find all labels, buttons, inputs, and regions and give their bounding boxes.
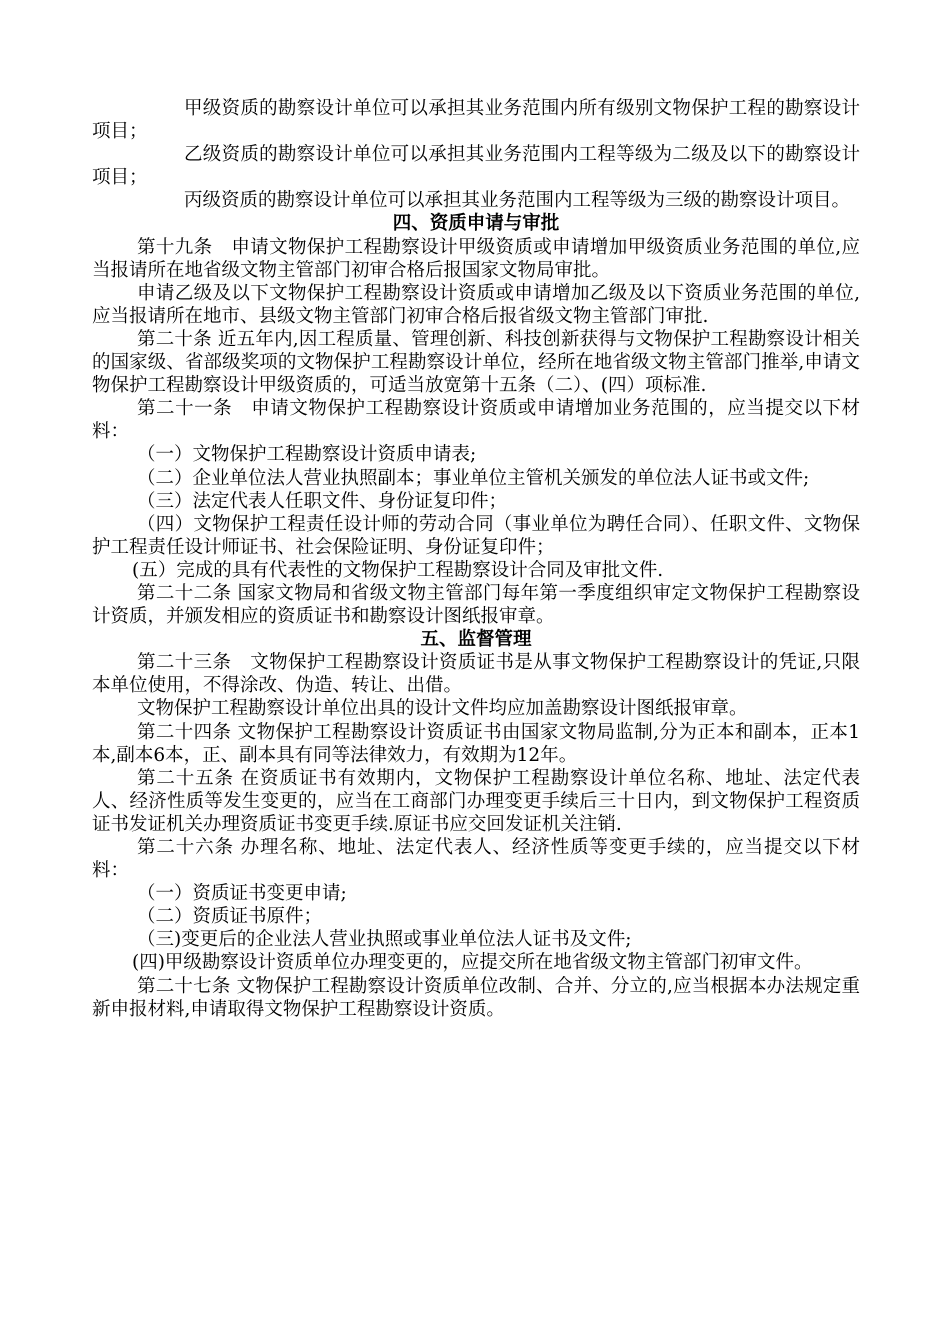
article-23: 第二十三条 文物保护工程勘察设计资质证书是从事文物保护工程勘察设计的凭证,只限本单位使用，不得涂改、伪造、转让、出借。 bbox=[92, 652, 860, 697]
article-26-item-4: (四)甲级勘察设计资质单位办理变更的，应提交所在地省级文物主管部门初审文件。 bbox=[132, 952, 813, 974]
article-21-item-2: （二）企业单位法人营业执照副本；事业单位主管机关颁发的单位法人证书或文件; bbox=[137, 467, 810, 489]
paragraph-seal-requirement: 文物保护工程勘察设计单位出具的设计文件均应加盖勘察设计图纸报审章。 bbox=[137, 698, 748, 720]
article-25: 第二十五条 在资质证书有效期内，文物保护工程勘察设计单位名称、地址、法定代表人、经济性质等发生变更的，应当在工商部门办理变更手续后三十日内，到文物保护工程资质证书发证机关办理资质证书变更手续.原证书应交回发证机关注销. bbox=[92, 767, 860, 835]
article-19: 第十九条 申请文物保护工程勘察设计甲级资质或申请增加甲级资质业务范围的单位,应当报请所在地省级文物主管部门初审合格后报国家文物局审批。 bbox=[92, 236, 860, 281]
section-heading-5: 五、监督管理 bbox=[420, 629, 532, 651]
article-24: 第二十四条 文物保护工程勘察设计资质证书由国家文物局监制,分为正本和副本，正本1本,副本6本，正、副本具有同等法律效力，有效期为12年。 bbox=[92, 721, 860, 766]
article-26: 第二十六条 办理名称、地址、法定代表人、经济性质等变更手续的，应当提交以下材料： bbox=[92, 837, 860, 882]
article-21-item-5: (五）完成的具有代表性的文物保护工程勘察设计合同及审批文件. bbox=[132, 559, 664, 581]
article-26-item-3: （三)变更后的企业法人营业执照或事业单位法人证书及文件; bbox=[137, 929, 632, 951]
paragraph-grade-b: 乙级资质的勘察设计单位可以承担其业务范围内工程等级为二级及以下的勘察设计项目； bbox=[92, 144, 860, 189]
paragraph-grade-a: 甲级资质的勘察设计单位可以承担其业务范围内所有级别文物保护工程的勘察设计项目； bbox=[92, 98, 860, 143]
article-20: 第二十条 近五年内,因工程质量、管理创新、科技创新获得与文物保护工程勘察设计相关的国家级、省部级奖项的文物保护工程勘察设计单位，经所在地省级文物主管部门推举,申请文物保护工程勘察设计甲级资质的，可适当放宽第十五条（二）、(四）项标准. bbox=[92, 328, 860, 397]
article-27: 第二十七条 文物保护工程勘察设计资质单位改制、合并、分立的,应当根据本办法规定重新申报材料,申请取得文物保护工程勘察设计资质。 bbox=[92, 975, 860, 1020]
paragraph-grade-b-application: 申请乙级及以下文物保护工程勘察设计资质或申请增加乙级及以下资质业务范围的单位,应当报请所在地市、县级文物主管部门初审合格后报省级文物主管部门审批. bbox=[92, 282, 860, 327]
section-heading-4: 四、资质申请与审批 bbox=[392, 213, 560, 235]
article-21-item-4: （四）文物保护工程责任设计师的劳动合同（事业单位为聘任合同）、任职文件、文物保护工程责任设计师证书、社会保险证明、身份证复印件； bbox=[92, 513, 860, 558]
paragraph-grade-c: 丙级资质的勘察设计单位可以承担其业务范围内工程等级为三级的勘察设计项目。 bbox=[184, 190, 851, 212]
document-body bbox=[92, 97, 860, 1021]
article-21-item-1: （一）文物保护工程勘察设计资质申请表; bbox=[137, 444, 477, 466]
article-26-item-1: （一）资质证书变更申请; bbox=[137, 883, 347, 905]
article-26-item-2: （二）资质证书原件； bbox=[137, 906, 323, 928]
article-22: 第二十二条 国家文物局和省级文物主管部门每年第一季度组织审定文物保护工程勘察设计资质，并颁发相应的资质证书和勘察设计图纸报审章。 bbox=[92, 582, 860, 628]
article-21: 第二十一条 申请文物保护工程勘察设计资质或申请增加业务范围的，应当提交以下材料： bbox=[92, 398, 860, 443]
article-21-item-3: （三）法定代表人任职文件、身份证复印件； bbox=[137, 490, 508, 512]
